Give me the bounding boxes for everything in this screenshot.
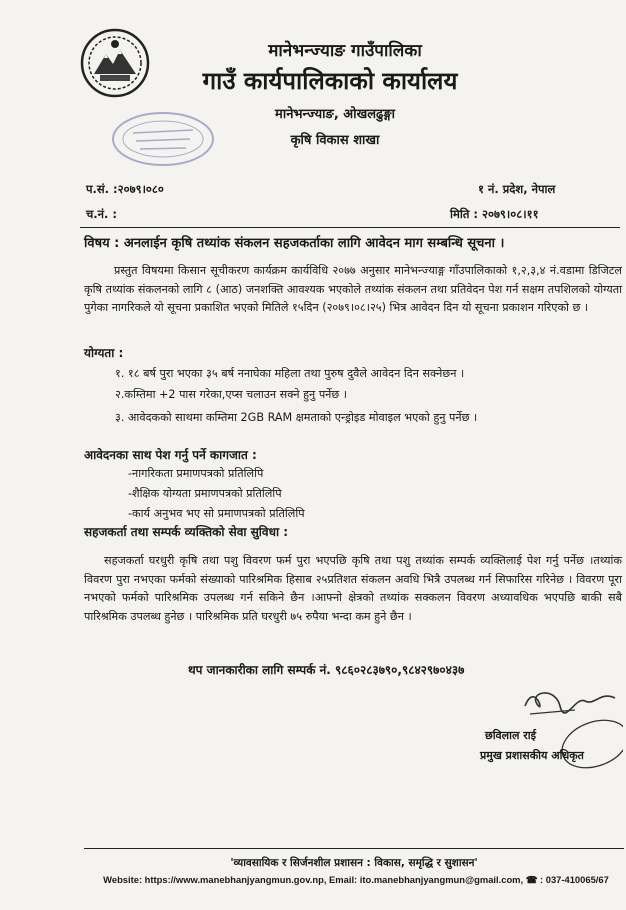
province-label: १ नं. प्रदेश, नेपाल bbox=[478, 182, 556, 196]
services-paragraph: सहजकर्ता घरधुरी कृषि तथा पशु विवरण फर्म पुरा भएपछि कृषि तथा पशु तथ्यांक सम्पर्क व्यक्तिलाई पेश गर्नु पर्नेछ ।तथ्यांक विवरण पुरा नभएका फर्मको संख्याको पारिश्रमिक हिसाब २५प्रतिशत संकलन अवधि भित्रै उपलब्ध गर्न सिफारिस गरिनेछ । विवरण पूरा नभएको फर्मको पारिश्रमिक उपलब्ध गर्न सकिने छैन ।आफ्नो क्षेत्रको तथ्यांक सक्कलन विवरण अध्यावधिक भएपछि बाकी सबै पारिश्रमिक उपलब्ध हुनेछ । पारिश्रमिक प्रति घरधुरी ७५ रुपैया भन्दा कम हुने छैन । bbox=[84, 554, 622, 623]
header-divider bbox=[80, 227, 620, 228]
footer-divider bbox=[84, 848, 624, 849]
nepal-emblem-icon bbox=[80, 28, 150, 98]
services-heading: सहजकर्ता तथा सम्पर्क व्यक्तिको सेवा सुविधा : bbox=[84, 525, 289, 539]
footer-motto: 'व्यावसायिक र सिर्जनशील प्रशासन : विकास, समृद्धि र सुशासन' bbox=[230, 857, 478, 869]
document-item: -कार्य अनुभव भए सो प्रमाणपत्रको प्रतिलिपि bbox=[128, 507, 305, 520]
branch-name: कृषि विकास शाखा bbox=[290, 133, 380, 148]
office-name: गाउँ कार्यपालिकाको कार्यालय bbox=[202, 67, 458, 95]
qualifications-heading: योग्यता : bbox=[84, 346, 124, 360]
document-item: -नागरिकता प्रमाणपत्रको प्रतिलिपि bbox=[128, 467, 264, 480]
date-label: मिति : २०७९।०८।११ bbox=[450, 207, 539, 221]
qualification-item: ३. आवेदकको साथमा कम्तिमा 2GB RAM क्षमताको एन्ड्रोइड मोवाइल भएको हुनु पर्नेछ । bbox=[115, 411, 478, 424]
letter-number: प.सं. :२०७९।०८० bbox=[86, 182, 164, 196]
footer-contact: Website: https://www.manebhanjyangmun.gov.np, Email: ito.manebhanjyangmun@gmail.com, ☎ : 037-410065/67 bbox=[103, 874, 609, 885]
intro-paragraph: प्रस्तुत विषयमा किसान सूचीकरण कार्यक्रम कार्यविधि २०७७ अनुसार मानेभन्ज्याङ्ग गाँउपालिकाको १,२,३,४ नं.वडामा डिजिटल कृषि तथ्यांक संकलनको लागि ८ (आठ) जनशक्ति आवश्यक भएकोले तथ्यांक संकलन तथा प्रतिवेदन पेश गर्न सक्षम तपशिलको योग्यता पुगेका नागरिकले यो सूचना प्रकाशित भएको मितिले १५दिन (२०७९।०८।२५) भित्र आवेदन दिन यो सूचना प्रकाशन गरिएको छ । bbox=[84, 264, 622, 315]
signatory-title: प्रमुख प्रशासकीय अधिकृत bbox=[480, 749, 584, 762]
signatory-name: छविलाल राई bbox=[485, 729, 537, 742]
documents-heading: आवेदनका साथ पेश गर्नु पर्ने कागजात : bbox=[84, 448, 257, 462]
contact-line: थप जानकारीका लागि सम्पर्क नं. ९८६०२८३७९०,९८४२९७०४३७ bbox=[188, 663, 465, 677]
qualification-item: २.कम्तिमा +2 पास गरेका,एप्स चलाउन सक्ने हुनु पर्नेछ । bbox=[115, 388, 348, 401]
document-item: -शैक्षिक योग्यता प्रमाणपत्रको प्रतिलिपि bbox=[128, 487, 282, 500]
office-stamp-icon bbox=[108, 108, 218, 170]
office-address: मानेभन्ज्याङ, ओखलढुङ्गा bbox=[275, 107, 395, 122]
municipality-name: मानेभन्ज्याङ गाउँपालिका bbox=[268, 41, 422, 61]
qualification-item: १. १८ बर्ष पुरा भएका ३५ बर्ष ननाघेका महिला तथा पुरुष दुवैले आवेदन दिन सक्नेछन । bbox=[115, 367, 465, 380]
subject-line: विषय : अनलाईन कृषि तथ्यांक संकलन सहजकर्ताका लागि आवेदन माग सम्बन्धि सूचना । bbox=[84, 236, 505, 251]
dispatch-number: च.नं. : bbox=[86, 207, 118, 221]
